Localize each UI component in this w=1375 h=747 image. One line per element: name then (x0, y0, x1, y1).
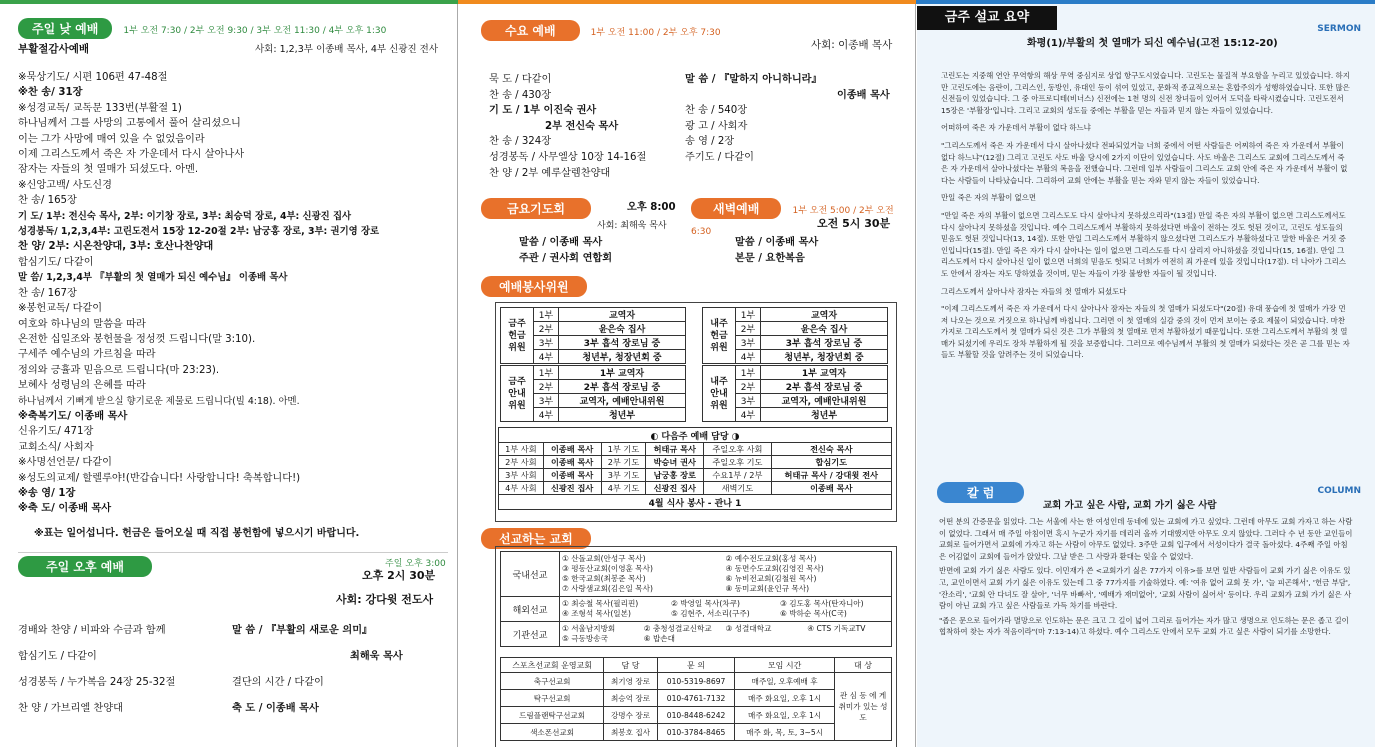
dawn-times: 1부 오전 5:00 / 2부 오전 6:30 (691, 206, 894, 237)
order-item: 이제 그리스도께서 죽은 자 가운데서 다시 살아나사 (18, 149, 245, 161)
domestic-label: 국내선교 (501, 552, 560, 597)
order-item: 합심기도/ 다같이 (18, 256, 94, 268)
next-week-cell: 1부 기도 (601, 443, 646, 456)
notice-text: ※표는 일어섭니다. 헌금은 들어오실 때 직접 봉헌함에 넣으시기 바랍니다. (34, 528, 360, 539)
mission-item: ① 서울남지방회 (562, 624, 616, 633)
sports-head: 모임 시간 (735, 658, 835, 673)
next-week-cell: 수요1부 / 2부 (704, 469, 771, 482)
divider (18, 552, 448, 553)
volunteer-group-label (501, 366, 534, 422)
mission-item: ⑤ 극동방송국 (562, 634, 608, 643)
volunteers-header (481, 276, 587, 297)
label-word: 위원 (710, 342, 728, 353)
sermon-section-title: 금주 설교 요약 (917, 6, 1057, 30)
sunday-pm-item: 합심기도 / 다같이 (18, 651, 97, 662)
sports-head: 담 당 (604, 658, 658, 673)
next-week-cell: 3부 사회 (499, 469, 544, 482)
column-paragraph: 반면에 교회 가기 싫은 사람도 있다. 이민재가 쓴 <교회가기 싫은 77가지 이유>를 보면 일반 사람들이 교회 가기 싫은 이유도 있고, 교인이면서 교회 가기 싫은 이유도 있는데 그 중 77가지를 기술하였다. 예: '여유 없어 교회 못 가', '늘 피곤해서', '헌금 부담', '잔소리', '교회 안 다녀도 잘 살아', '너무 바빠서', '예배가 재미없어', '교회 사람이 싫어서' 등이다. 우리 교회가 교회 가기 싫은 사람이 아닌 교회 가고 싶은 사람들로 가득 차기를 바란다. (939, 566, 1352, 611)
next-week-table (498, 427, 892, 510)
sunday-pm-header (18, 556, 152, 577)
order-item: 찬 송/ 165장 (18, 195, 77, 207)
missions-title: 선교하는 교회 (481, 528, 591, 549)
part-cell: 3부 (736, 394, 761, 408)
sunday-pm-item: 말 씀 / 『부활의 새로운 의미』 (232, 625, 373, 636)
mission-item: ② 박영일 목사(차쿠) (671, 599, 740, 608)
volunteer-cell: 2부 흡석 장로님 중 (761, 380, 888, 394)
column-paragraph: 어떤 분의 간증문을 읽었다. 그는 서울에 사는 한 여성인데 동네에 있는 교회에 가고 싶었다. 그런데 아무도 교회 가자고 하는 사람이 없었다. 그래서 매 주일 아침이면 혹시 누군가 자기를 데리러 올까 기대했지만 아무도 오지 않았다. 그러다 수 년 동안 교인들이 교회로 들어가면서 교회에 가자고 하는 사람이 아무도 없었다. 3주만 교회 입구에서 서성이다가 결국 돌아섰다. 4주째 주일 아침은 어김없이 교회에 들어가 앉았다. 그날 받은 그 사랑과 환대는 잊을 수 없었다. (939, 517, 1353, 561)
part-cell: 4부 (534, 408, 559, 422)
sunday-am-officiant: 사회: 1,2,3부 이종배 목사, 4부 신광진 전사 (255, 44, 439, 55)
next-week-cell: 남궁홍 장로 (646, 469, 704, 482)
next-week-cell: 이종배 목사 (543, 469, 601, 482)
next-week-cell: 허태규 목사 (646, 443, 704, 456)
order-item: ※신앙고백/ 사도신경 (18, 179, 112, 191)
order-item: ※찬 송/ 31장 (18, 87, 83, 99)
label-word: 헌금 (710, 330, 728, 341)
volunteer-cell: 청년부 (559, 408, 686, 422)
mission-item: ⑥ 뉴비전교회(김철원 목사) (725, 574, 817, 583)
part-cell: 1부 (534, 366, 559, 380)
dawn-time: 오전 5시 30분 (817, 217, 891, 230)
volunteer-cell: 3부 흡석 장로님 중 (559, 336, 686, 350)
wed-officiant: 사회: 이종배 목사 (811, 39, 893, 51)
part-cell: 4부 (736, 350, 761, 364)
order-item: 교회소식/ 사회자 (18, 441, 94, 453)
sports-table (500, 657, 892, 741)
order-item: 여호와 하나님의 말씀을 따라 (18, 318, 146, 330)
wed-item: 말 씀 / 『말하지 아니하니라』 (685, 74, 822, 85)
next-week-cell: 주일오후 사회 (704, 443, 771, 456)
column-title: 교회 가고 싶은 사람, 교회 가기 싫은 사람 (1043, 500, 1217, 511)
org-list (560, 622, 892, 647)
fri-officiant: 사회: 최해욱 목사 (597, 221, 667, 231)
column-body (939, 516, 1353, 641)
volunteer-cell: 2부 흡석 장로님 중 (559, 380, 686, 394)
dawn-title: 새벽예배 (691, 198, 781, 219)
next-week-cell: 주일오후 기도 (704, 456, 771, 469)
mission-item: ⑥ 박하순 목사(C국) (780, 609, 847, 618)
sports-cell: 010-5319-8697 (657, 673, 734, 690)
order-item: ※사명선언문/ 다같이 (18, 457, 112, 469)
label-word: 위원 (710, 400, 728, 411)
next-week-cell: 박승녀 권사 (646, 456, 704, 469)
order-item: ※축복기도/ 이종배 목사 (18, 410, 128, 422)
next-week-cell: 4부 사회 (499, 482, 544, 495)
missions-table (500, 551, 892, 647)
part-cell: 1부 (736, 366, 761, 380)
order-of-worship (18, 70, 448, 517)
label-word: 위원 (508, 342, 526, 353)
mission-item: ⑤ 한국교회(최봉준 목사) (562, 574, 646, 583)
volunteer-cell: 교역자 (559, 308, 686, 322)
next-week-cell: 2부 기도 (601, 456, 646, 469)
next-week-cell: 3부 기도 (601, 469, 646, 482)
order-item: 잠자는 자들의 첫 열매가 되셨도다. 아멘. (18, 164, 199, 176)
wed-title: 수요 예배 (481, 20, 580, 41)
mission-item: ③ 평동산교회(이영훈 목사) (562, 564, 653, 573)
dawn-item: 본문 / 요한복음 (735, 252, 805, 264)
part-cell: 2부 (736, 322, 761, 336)
mission-item: ⑦ 사랑샘교회(김은일 목사) (562, 584, 653, 593)
order-item: ※묵상기도/ 시편 106편 47-48절 (18, 72, 168, 83)
volunteer-cell: 청년부, 청장년회 중 (761, 350, 888, 364)
domestic-list (560, 552, 892, 597)
order-item: 찬 양/ 2부: 시온찬양대, 3부: 호산나찬양대 (18, 241, 214, 253)
volunteer-group-label (501, 308, 534, 364)
wed-right (685, 72, 905, 166)
wed-item: 송 영 / 2장 (685, 136, 735, 148)
sermon-title: 화평(1)/부활의 첫 열매가 되신 예수님(고전 15:12-20) (1027, 38, 1278, 49)
guide-next-table (702, 365, 888, 422)
label-word: 내주 (710, 318, 728, 329)
sunday-am-header (18, 18, 386, 39)
column-paragraph: "좁은 문으로 들어가라 멸망으로 인도하는 문은 크고 그 길이 넓어 그리로 들어가는 자가 많고 생명으로 인도하는 문은 좁고 길이 협착하여 찾는 자가 적음이라"(마 7:13-14)고 하셨다. 예수 그리스도 안에서 모두 교회 가고 싶은 사람이 되기를 소망한다. (939, 615, 1349, 637)
sports-cell: 매주 화요일, 오후 1시 (735, 707, 835, 724)
wed-item: 찬 송 / 324장 (489, 136, 552, 148)
order-item: ※송 영/ 1장 (18, 487, 76, 499)
wed-item: 묵 도 / 다같이 (489, 74, 552, 85)
volunteer-cell: 윤은숙 집사 (761, 322, 888, 336)
mission-item: ⑧ 동미교회(윤인규 목사) (725, 584, 810, 593)
next-week-cell: 1부 사회 (499, 443, 544, 456)
label-word: 헌금 (508, 330, 526, 341)
label-word: 위원 (508, 400, 526, 411)
offering-this-table (500, 307, 686, 364)
order-item: ※봉헌교독/ 다같이 (18, 303, 103, 315)
sports-cell: 매주 화, 목, 토, 3~5시 (735, 724, 835, 741)
order-item: 찬 송/ 167장 (18, 287, 77, 299)
column-tag: COLUMN (1317, 486, 1361, 496)
sports-cell: 색소폰선교회 (501, 724, 604, 741)
next-week-cell: 신광진 집사 (646, 482, 704, 495)
service-name: 부활절감사예배 (18, 43, 90, 55)
next-week-cell: 신광진 집사 (543, 482, 601, 495)
next-week-cell: 허태규 목사 / 강대윗 전사 (771, 469, 891, 482)
mission-item: ③ 김도홍 목사(탄자니아) (780, 599, 864, 608)
sermon-tag: SERMON (1317, 24, 1361, 34)
volunteer-cell: 청년부, 청장년회 중 (559, 350, 686, 364)
order-item: 이는 그가 사망에 매여 있을 수 없었음이라 (18, 133, 205, 145)
mission-item: ④ 동면수도교회(김영진 목사) (725, 564, 824, 573)
label-word: 내주 (710, 376, 728, 387)
sermon-paragraph: 어떠하여 죽은 자 가운데서 부활이 없다 하느냐 (941, 123, 1091, 133)
part-cell: 1부 (736, 308, 761, 322)
sunday-pm-time-label: 주일 오후 3:00 (385, 559, 446, 569)
column-weekday (459, 4, 916, 747)
column-sunday (0, 4, 458, 747)
sermon-body (941, 70, 1351, 367)
wed-item: 성경봉독 / 사무엘상 10장 14-16절 (489, 151, 647, 163)
volunteer-cell: 3부 흡석 장로님 중 (761, 336, 888, 350)
order-item: 하나님께서 기뻐게 받으실 향기로운 제물로 드립니다(빌 4:18). 아멘. (18, 395, 300, 407)
volunteer-cell: 교역자, 예배안내위원 (559, 394, 686, 408)
part-cell: 4부 (534, 350, 559, 364)
volunteers-title: 예배봉사위원 (481, 276, 587, 297)
sunday-pm-left (18, 618, 228, 722)
sunday-am-times: 1부 오전 7:30 / 2부 오전 9:30 / 3부 오전 11:30 / 4부 오후 1:30 (123, 26, 387, 36)
mission-item: ① 최승철 목사(필리핀) (562, 599, 639, 608)
sunday-pm-item: 성경봉독 / 누가복음 24장 25-32절 (18, 677, 176, 688)
next-week-cell: 2부 사회 (499, 456, 544, 469)
sports-cell: 최봉호 집사 (604, 724, 658, 741)
part-cell: 2부 (534, 322, 559, 336)
column-header (937, 482, 1024, 503)
fri-item: 주관 / 권사회 연합회 (519, 252, 613, 264)
order-item: 정의와 긍휼과 믿음으로 드립니다(마 23:23). (18, 364, 220, 376)
mission-item: ④ CTS 기독교TV (807, 624, 866, 633)
dawn-item: 말씀 / 이종배 목사 (735, 237, 819, 248)
next-week-cell: 새벽기도 (704, 482, 771, 495)
mission-item: ⑤ 김현주, 서소리(구주) (671, 609, 750, 618)
sunday-pm-item: 최해욱 목사 (350, 651, 403, 662)
next-week-cell: 4부 기도 (601, 482, 646, 495)
label-word: 금주 (508, 376, 526, 387)
sports-cell: 강명수 장로 (604, 707, 658, 724)
part-cell: 4부 (736, 408, 761, 422)
volunteer-cell: 1부 교역자 (559, 366, 686, 380)
sports-cell: 매주일, 오후예배 후 (735, 673, 835, 690)
sports-cell: 매주 화요일, 오후 1시 (735, 690, 835, 707)
volunteers-box (495, 302, 897, 522)
label-word: 안내 (710, 388, 728, 399)
sunday-pm-item: 찬 양 / 가브리엘 찬양대 (18, 703, 123, 714)
column-label: 칼 럼 (937, 482, 1024, 503)
sports-head: 대 상 (835, 658, 892, 673)
sermon-paragraph: 고린도는 지중해 연안 무역항의 해상 무역 중심지로 상업 항구도시였습니다. 고린도는 물질적 부요함을 누리고 있었습니다. 하지만 고린도에는 음란이, 그리스인, 동방인, 유대인 등이 섞여 있었고, 문화적 종교적으로는 혼합주의가 성행하였습니다. 또한 많은 신전들이 있었습니다. 그 중 아프로디테(비너스) 신전에는 1천 명의 신전 창녀들이 있어서 도덕을 타락시켰습니다. 고린도전서 15장은 '부활장'입니다. 그리고 교회의 성도들 중에는 부활을 믿는 자들과 믿지 않는 자들이 있었습니다. (941, 71, 1350, 115)
volunteer-cell: 1부 교역자 (761, 366, 888, 380)
wed-item: 기 도 / 1부 이진숙 권사 (489, 105, 597, 117)
sunday-pm-item: 결단의 시간 / 다같이 (232, 677, 324, 688)
wed-item: 찬 양 / 2부 예루살렘찬양대 (489, 167, 611, 179)
next-week-cell: 전신숙 목사 (771, 443, 891, 456)
overseas-list (560, 597, 892, 622)
org-label: 기관선교 (501, 622, 560, 647)
sunday-pm-right (232, 618, 452, 722)
wed-item: 찬 송 / 540장 (685, 105, 748, 117)
sports-cell: 탁구선교회 (501, 690, 604, 707)
order-item: 온전한 십일조와 봉헌물을 정성껏 드립니다(말 3:10). (18, 333, 256, 345)
wed-left (489, 72, 689, 181)
sunday-pm-title: 주일 오후 예배 (18, 556, 152, 577)
wed-item: 이종배 목사 (837, 89, 890, 101)
order-item: ※성경교독/ 교독문 133번(부활절 1) (18, 102, 182, 114)
sports-head: 스포츠선교회 운영교회 (501, 658, 604, 673)
mission-item: ③ 성결대학교 (725, 624, 772, 633)
sports-cell: 010-8448-6242 (657, 707, 734, 724)
wed-item: 주기도 / 다같이 (685, 151, 754, 163)
order-item: 말 씀/ 1,2,3,4부 『부활의 첫 열매가 되신 예수님』 이종배 목사 (18, 272, 288, 284)
missions-box (495, 546, 897, 747)
fri-time: 오후 8:00 (627, 202, 676, 213)
wed-item: 광 고 / 사회자 (685, 120, 748, 132)
mission-item: ② 충청성결교신학교 (643, 624, 712, 633)
order-item: 구세주 예수님의 가르침을 따라 (18, 349, 156, 361)
sermon-paragraph: 그리스도께서 살아나사 잠자는 자들의 첫 열매가 되셨도다 (941, 286, 1127, 296)
sports-cell: 드림플랜탁구선교회 (501, 707, 604, 724)
label-word: 안내 (508, 388, 526, 399)
sports-cell: 축구선교회 (501, 673, 604, 690)
meal-service: 4월 식사 봉사 - 관나 1 (499, 495, 892, 510)
fri-header (481, 198, 591, 219)
sermon-paragraph: "만일 죽은 자의 부활이 없으면 그리스도도 다시 살아나지 못하셨으리라"(13절) 만일 죽은 자의 부활이 없으면 그리스도께서도 다시 살아나지 못하셨을 것입니다. 예수 그리스도께서 부활하지 못하셨다면 바울이 전하는 것도 헛된 것이고, 고린도 성도들의 믿음도 헛된 것입니다(13, 14절). 또한 만일 그리스도께서 부활하지 않으셨다면 그리스도가 부활하셨다고 말한 바울은 거짓 증인입니다(15절). 만일 죽은 자가 다시 살아나는 일이 없으면 그리스도를 다시 살리지 아니하셨을 것입니다(15, 16절). 만일 그리스도께서 다시 살아나신 일이 없으면 너희의 믿음도 헛되고 너희가 여전히 죄 가운데 있을 것입니다(17절). 더 나아가 그리스도 안에서 잠자는 자도 망하였을 것이며, 믿는 자들이 가장 불쌍한 자들이 될 것입니다. (941, 210, 1346, 278)
order-item: 기 도/ 1부: 전신숙 목사, 2부: 이기창 장로, 3부: 최승덕 장로, 4부: 신광진 집사 (18, 210, 352, 222)
part-cell: 2부 (534, 380, 559, 394)
sermon-paragraph: "이제 그리스도께서 죽은 자 가운데서 다시 살아나사 잠자는 자들의 첫 열매가 되셨도다"(20절) 유대 풍습에 첫 열매가 가장 먼저 나오는 것으로 거짓으로 하나님께 바칩니다. 그러면 이 첫 열매의 실감 중의 것이 먼저 보이는 중요 제물이 되었습니다. 마찬가지로 그리스도께서 첫 열매가 되신 것은 그가 부활의 첫 열매로 먼저 부활하셨기 때문입니다. 또한 그리스도께서 부활의 첫 열매가 되셨기에 우리도 장차 부활하게 될 것을 보증합니다. 그러므로 예수님께서 부활의 첫 열매가 되셨다는 것은 곧 그를 믿는 자들도 부활할 것을 알려주는 것이 되었습니다. (941, 304, 1350, 360)
wed-times: 1부 오전 11:00 / 2부 오후 7:30 (590, 28, 721, 38)
sports-cell: 010-3784-8465 (657, 724, 734, 741)
fri-lines (519, 235, 612, 266)
next-week-cell: 이종배 목사 (543, 443, 601, 456)
order-item: 보혜사 성령님의 은혜를 따라 (18, 380, 146, 392)
order-item: 성경봉독/ 1,2,3,4부: 고린도전서 15장 12-20절 2부: 남궁홍 장로, 3부: 권기영 장로 (18, 226, 380, 238)
sunday-pm-item: 축 도 / 이종배 목사 (232, 703, 319, 714)
sports-head: 문 의 (657, 658, 734, 673)
mission-item: ② 예수전도교회(홍성 목사) (725, 554, 817, 563)
next-week-title: ◐ 다음주 예배 담당 ◑ (499, 428, 892, 443)
part-cell: 3부 (534, 336, 559, 350)
sports-target: 관 심 동 에 게 취미가 있는 성도 (835, 673, 892, 741)
order-item: 신유기도/ 471장 (18, 426, 94, 438)
sports-cell: 최기영 장로 (604, 673, 658, 690)
order-item: 하나님께서 그를 사망의 고통에서 풀어 살리셨으니 (18, 118, 241, 130)
sermon-paragraph: 만일 죽은 자의 부활이 없으면 (941, 193, 1037, 203)
next-week-cell: 이종배 목사 (543, 456, 601, 469)
fri-item: 말씀 / 이종배 목사 (519, 237, 603, 248)
sports-cell: 최승억 장로 (604, 690, 658, 707)
guide-this-table (500, 365, 686, 422)
label-word: 금주 (508, 318, 526, 329)
sunday-am-title: 주일 낮 예배 (18, 18, 112, 39)
sunday-pm-officiant: 사회: 강다윗 전도사 (336, 593, 434, 606)
sports-cell: 010-4761-7132 (657, 690, 734, 707)
part-cell: 3부 (534, 394, 559, 408)
overseas-label: 해외선교 (501, 597, 560, 622)
volunteer-cell: 교역자 (761, 308, 888, 322)
mission-item: ④ 조형석 목사(일본) (562, 609, 631, 618)
order-item: ※축 도/ 이종배 목사 (18, 503, 112, 515)
wed-item: 찬 송 / 430장 (489, 89, 552, 101)
sermon-paragraph: "그리스도께서 죽은 자 가운데서 다시 살아나셨다 전파되었거늘 너희 중에서 어떤 사람들은 어찌하여 죽은 자 가운데서 부활이 없다 하느냐"(12절) 그리고 고린도 사도 바울 당시에 2가지 이단이 있었습니다. 사도 바울은 그리스도 교회에 그리스도께서 죽은 자 가운데서 살아나셨다는 부활의 복음을 전했습니다. 그런데 일부 사람들이 그리스도 교회 안에 죽은 자 가운데서 부활이 없다는 사람들이 나타났습니다. 그리하여 교회 안에는 부활을 믿는 자와 믿지 않는 자들이 있었습니다. (941, 140, 1348, 185)
volunteer-cell: 교역자, 예배안내위원 (761, 394, 888, 408)
volunteer-group-label (703, 308, 736, 364)
fri-title: 금요기도회 (481, 198, 591, 219)
next-week-cell: 이종배 목사 (771, 482, 891, 495)
volunteer-group-label (703, 366, 736, 422)
volunteer-cell: 윤은숙 집사 (559, 322, 686, 336)
part-cell: 1부 (534, 308, 559, 322)
order-item: ※성도의교제/ 할렐루야!(반갑습니다! 사랑합니다! 축복합니다!) (18, 472, 301, 484)
wed-item: 2부 전신숙 목사 (545, 120, 619, 132)
column-sermon (917, 4, 1375, 747)
wed-header (481, 20, 721, 41)
volunteer-cell: 청년부 (761, 408, 888, 422)
next-week-cell: 합심기도 (771, 456, 891, 469)
offering-next-table (702, 307, 888, 364)
sunday-pm-time: 오후 2시 30분 (362, 569, 436, 582)
mission-item: ① 산돌교회(안성구 목사) (562, 554, 646, 563)
sunday-pm-item: 경배와 찬양 / 비파와 수금과 함께 (18, 625, 166, 636)
mission-item: ⑥ 밥손대 (643, 634, 675, 643)
dawn-lines (735, 235, 818, 266)
part-cell: 3부 (736, 336, 761, 350)
part-cell: 2부 (736, 380, 761, 394)
